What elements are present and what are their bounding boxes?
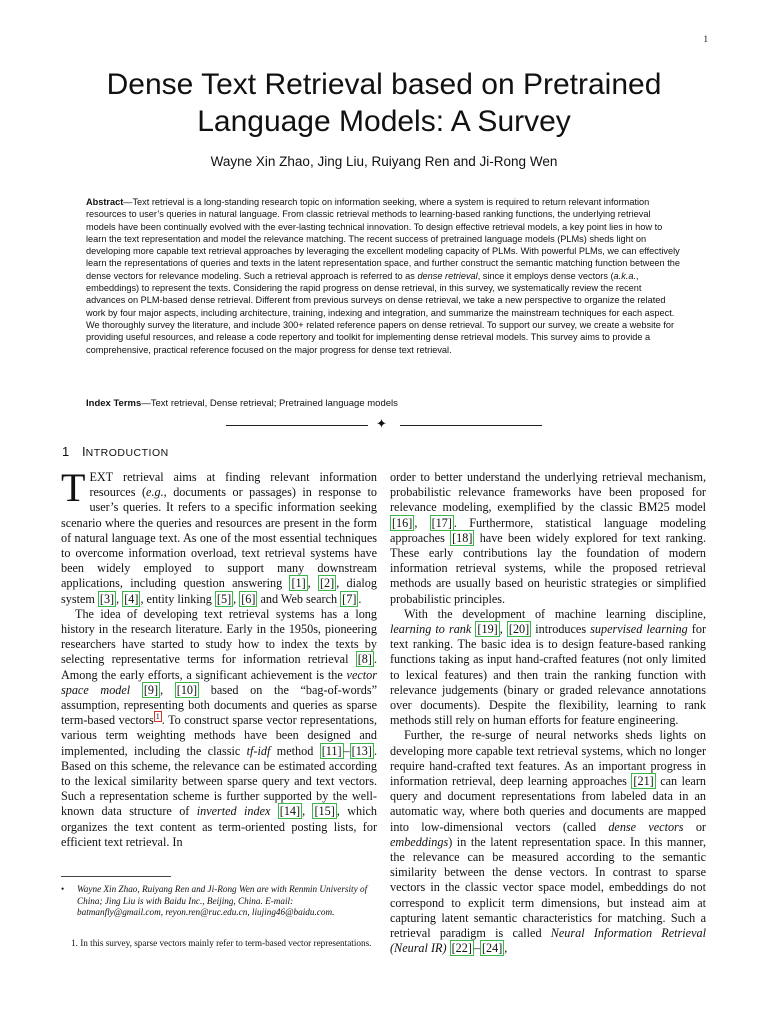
paper-title: Dense Text Retrieval based on Pretrained Language Models: A Survey bbox=[106, 68, 662, 138]
citation-link[interactable]: [21] bbox=[633, 774, 654, 789]
page-number: 1 bbox=[703, 34, 708, 44]
citation-link[interactable]: [13] bbox=[351, 743, 372, 758]
citation-link[interactable]: [6] bbox=[241, 591, 256, 606]
citation-link[interactable]: [7] bbox=[342, 591, 357, 606]
index-terms: Index Terms—Text retrieval, Dense retrieval; Pretrained language models bbox=[86, 398, 398, 409]
section-number: 1 bbox=[62, 444, 70, 459]
drop-cap: T bbox=[61, 465, 86, 510]
footnote-rule bbox=[61, 876, 171, 877]
abstract: Abstract—Text retrieval is a long-standing research topic on information seeking, where a system is required to return relevant information resources to user’s queries in natural language. From classic retrieval methods to learning-based ranking functions, the underlying retrieval models have been continually evolved with the ever-lasting technical innovation. To design effective retrieval models, a key point lies in how to learn the text representation and model the relevance matching. The recent success of pretrained language models (PLMs) sheds light on developing more capable text retrieval approaches by leveraging the excellent modeling capacity of PLMs. With powerful PLMs, we can effectively learn the representations of queries and texts in the latent representation space, and further construct the semantic matching function between the dense vectors for relevance modeling. Such a retrieval approach is referred to as dense retrieval, since it employs dense vectors (a.k.a., embeddings) to represent the texts. Considering the rapid progress on dense retrieval, in this survey, we systematically review the recent advances on PLM-based dense retrieval. Different from previous surveys on dense retrieval, we take a new perspective to organize the related work by four major aspects, including architecture, training, indexing and integration, and summarize the mainstream techniques for each aspect. We thoroughly survey the literature, and include 300+ related reference papers on dense retrieval. To support our survey, we create a website for providing useful resources, and release a code repertory and toolkit for implementing dense retrieval models. This survey aims to provide a comprehensive, practical reference focused on the major progress for dense text retrieval. bbox=[86, 197, 680, 355]
citation-link[interactable]: [19] bbox=[477, 622, 498, 637]
intro-paragraph-2: The idea of developing text retrieval systems has a long history in the research literature. Early in the 1950s, pioneering researchers have started to study how to index the texts by selecting representative terms for information retrieval [8] . Among the early efforts, a significant achievement is the vector space model [9] , [10] based on the “bag-of-words” assumption, representing both documents and queries as sparse term-based vectors $^1$ . To construct sparse vector representations, various term weighting methods have been designed and implemented, including the classic tf-idf method [11] – [13] . Based on this scheme, the relevance can be estimated according to the lexical similarity between sparse query and text vectors. Such a representation scheme is further supported by the well-known data structure of inverted index [14] , [15] , which organizes the text content as term-oriented posting lists, for efficient text retrieval. In bbox=[61, 606, 377, 849]
right-column bbox=[390, 470, 706, 957]
divider-line-left bbox=[226, 425, 368, 426]
citation-link[interactable]: [2] bbox=[320, 576, 335, 591]
citation-link[interactable]: [24] bbox=[481, 941, 503, 956]
citation-link[interactable]: [10] bbox=[176, 682, 198, 697]
intro-paragraph-3: order to better understand the underlying retrieval mechanism, probabilistic relevance frameworks have been proposed for relevance modeling, exemplified by the classic BM25 model [16] , [17] . Furthermore, statistical language modeling approaches [18] have been widely explored for text ranking. These early contributions lay the foundation of modern information retrieval systems, while the proposed retrieval methods are usually based on heuristic strategies or simplified probabilistic principles. bbox=[390, 470, 706, 606]
intro-paragraph-4: With the development of machine learning discipline, learning to rank [19] , [20] introduces supervised learning for text ranking. The basic idea is to design feature-based ranking functions taking as input hand-crafted features (not only limited to lexical features) and then train the ranking function with relevance judgements (binary or graded relevance annotations over documents). Despite the flexibility, learning to rank methods still rely on human efforts for feature engineering. bbox=[390, 606, 707, 728]
citation-link[interactable]: [1] bbox=[291, 576, 306, 591]
citation-link[interactable]: [5] bbox=[216, 591, 232, 606]
diamond-ornament-icon: ✦ bbox=[376, 417, 387, 432]
footnote-1: 1. In this survey, sparse vectors mainly refer to term-based vector representations. bbox=[71, 938, 372, 948]
citation-link[interactable]: [15] bbox=[314, 804, 335, 819]
author-list: Wayne Xin Zhao, Jing Liu, Ruiyang Ren and Ji-Rong Wen bbox=[210, 154, 558, 169]
citation-link[interactable]: [14] bbox=[279, 804, 301, 819]
abstract-label: Abstract bbox=[86, 197, 124, 207]
divider-line-right bbox=[400, 425, 542, 426]
section-heading-introduction: 1 INTRODUCTION bbox=[62, 444, 169, 459]
citation-link[interactable]: [20] bbox=[508, 622, 530, 637]
section-divider bbox=[226, 417, 542, 432]
citation-link[interactable]: [3] bbox=[99, 591, 115, 606]
footnote-ref-link[interactable]: 1 bbox=[155, 712, 160, 722]
bullet-icon: • bbox=[61, 884, 65, 894]
left-column bbox=[61, 465, 378, 850]
author-affiliation-footnote: • Wayne Xin Zhao, Ruiyang Ren and Ji-Rong Wen are with Renmin University of China; Jing Liu is with Baidu Inc., Beijing, China. E-mail: batmanfly@gmail.com, reyon.ren@ruc.edu.cn, liujing46@baidu.com. bbox=[61, 884, 368, 917]
intro-paragraph-1: TEXT retrieval aims at finding relevant information resources (e.g., documents or passages) in response to user’s queries. It refers to a specific information seeking scenario where the queries and resources are present in the form of natural language text. As one of the most essential techniques to overcome information overload, text retrieval systems have been widely employed to support many downstream applications, including question answering [1] , [2] , dialog system [3] , [4] , entity linking [5] , [6] and Web search [7] . bbox=[61, 465, 378, 606]
citation-link[interactable]: [17] bbox=[431, 515, 452, 530]
citation-link[interactable]: [22] bbox=[451, 941, 472, 956]
citation-link[interactable]: [18] bbox=[452, 530, 473, 545]
index-terms-label: Index Terms bbox=[86, 398, 142, 409]
citation-link[interactable]: [9] bbox=[143, 682, 159, 697]
citation-link[interactable]: [8] bbox=[357, 652, 372, 667]
citation-link[interactable]: [11] bbox=[321, 743, 342, 758]
intro-paragraph-5: Further, the re-surge of neural networks sheds lights on developing more capable text retrieval systems, which no longer require hand-crafted text features. As an important progress in information retrieval, deep learning approaches [21] can learn query and document representations from labeled data in an automatic way, where both queries and documents are mapped into low-dimensional vectors (called dense vectors or embeddings) in the latent representation space. In this manner, the relevance can be measured according to the semantic similarity between the dense vectors. In contrast to sparse vectors in the classic vector space model, embeddings do not correspond to explicit term dimensions, but instead aim at capturing latent semantic characteristics for matching. Such a retrieval paradigm is called Neural Information Retrieval (Neural IR) [22] – [24] , bbox=[390, 728, 706, 956]
citation-link[interactable]: [4] bbox=[124, 591, 139, 606]
citation-link[interactable]: [16] bbox=[392, 515, 413, 530]
